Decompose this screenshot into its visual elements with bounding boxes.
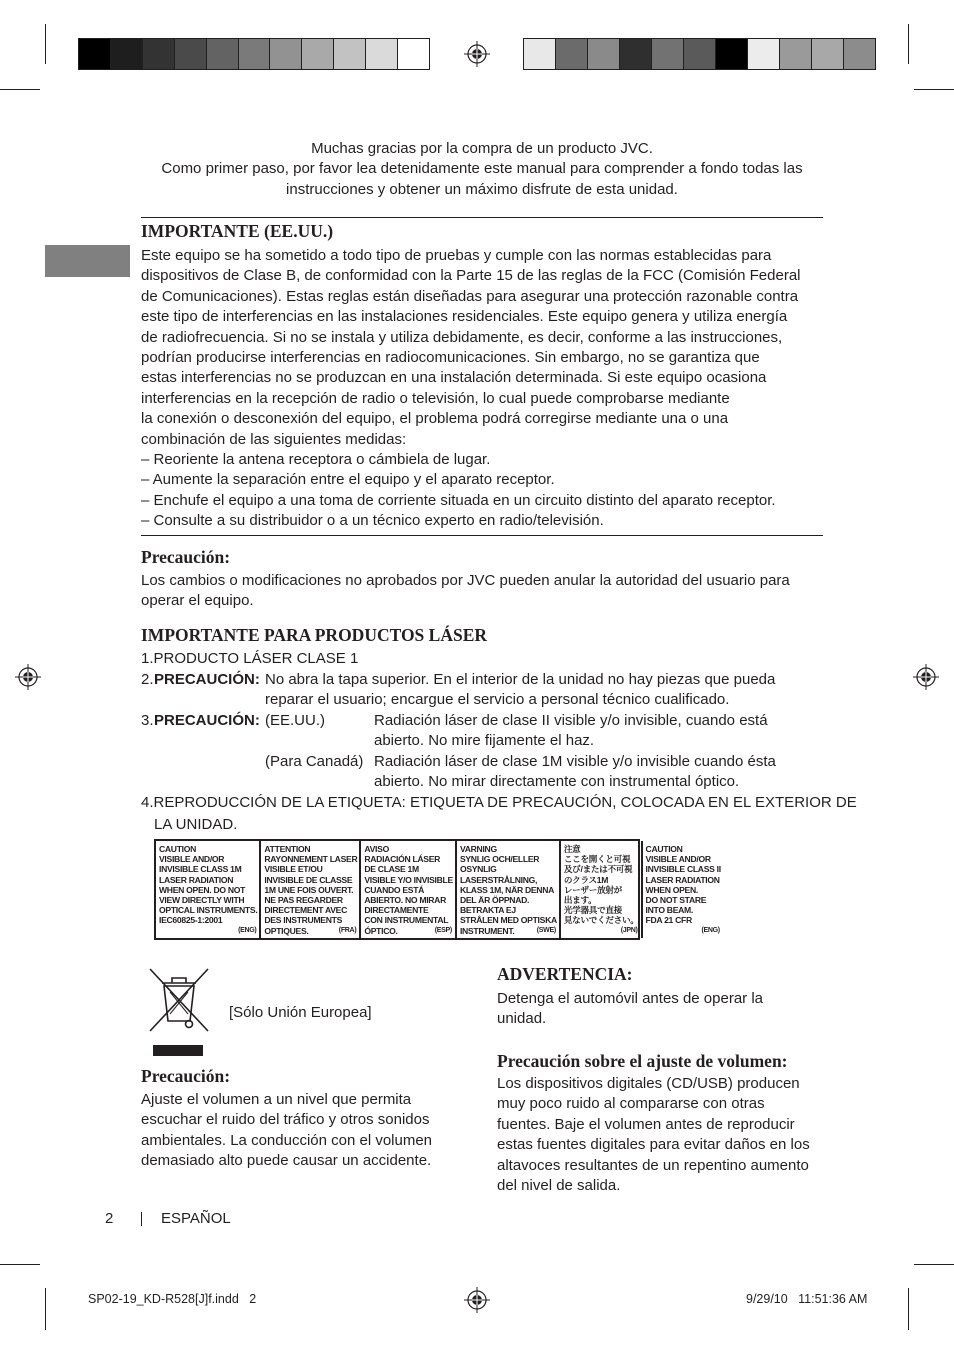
laser-caution-label [154,839,721,940]
label-panel-line: のクラス1M [563,874,609,885]
label-panel-line: WHEN OPEN. DO NOT [159,884,246,895]
label-panel-line: LASER RADIATION [645,874,720,885]
section-title-importante-us: IMPORTANTE (EE.UU.) [141,221,334,241]
label-panel-line: 光学器具で直接 [563,905,622,916]
crop-line [914,89,954,90]
body-line: podrían producirse interferencias en radiocomunicaciones. Sin embargo, no se garantiza que [141,349,760,367]
label-panel-line: INVISIBLE DE CLASSE [264,874,353,885]
label-panel-line: INVISIBLE CLASS 1M [159,864,242,875]
label-panel-line: FDA 21 CFR [645,915,692,926]
laser-item-3-number: 3. [141,712,154,729]
label-panel-line: VISIBLE Y/O INVISIBLE [364,874,453,885]
body-line: reparar el usuario; encargue el servicio a personal técnico cualificado. [265,691,730,709]
label-panel-line: BETRAKTA EJ [459,905,516,916]
label-panel-heading: VARNING [459,844,497,854]
crossed-out-wheelie-bin-icon [148,967,210,1033]
label-panel-language: (FRA) [338,926,357,934]
body-line: dispositivos de Clase B, de conformidad con la Parte 15 de las reglas de la FCC (Comisión Federal [141,267,801,285]
label-panel-line: ABIERTO. NO MIRAR [364,895,446,906]
label-panel-language: (ENG) [238,926,257,934]
section-rule [141,217,823,218]
label-panel-line: STRÅLEN MED OPTISKA [459,915,557,926]
advertencia-body [497,989,763,1030]
label-panel-line: VISIBLE AND/OR [645,854,711,865]
body-line: Radiación láser de clase II visible y/o invisible, cuando está [374,712,768,729]
crop-line [0,1264,40,1265]
label-panel-heading: CAUTION [645,844,683,854]
label-panel-line: INSTRUMENT. [459,925,515,936]
body-line: muy poco ruido al compararse con otras [497,1095,765,1113]
weee-caption: [Sólo Unión Europea] [229,1004,372,1021]
body-line: Ajuste el volumen a un nivel que permita [141,1091,412,1108]
label-panel [361,841,457,938]
body-line: del nivel de salida. [497,1177,621,1195]
label-panel-line: 1M UNE FOIS OUVERT. [264,884,354,895]
laser-item-2-label: PRECAUCIÓN: [154,671,260,688]
laser-item-3-label: PRECAUCIÓN: [154,712,260,729]
label-panel-line: KLASS 1M, NÄR DENNA [459,884,555,895]
crop-line [45,1288,46,1330]
section-rule [141,535,823,536]
body-line: Radiación láser de clase 1M visible y/o invisible cuando ésta [374,753,776,770]
laser-item-4 [141,793,857,836]
label-panel-line: VISIBLE ET/OU [264,864,323,875]
crop-line [0,89,40,90]
laser-item-2-number: 2. [141,671,154,688]
body-line: Los cambios o modificaciones no aprobados por JVC pueden anular la autoridad del usuario para [141,572,790,589]
body-line: Este equipo se ha sometido a todo tipo de pruebas y cumple con las normas establecidas para [141,247,772,264]
precaucion-body [141,571,841,612]
body-line: de radiofrecuencia. Si no se instala y utiliza debidamente, es decir, conforme a las instrucciones, [141,328,783,346]
registration-mark-icon [464,41,490,67]
weee-bar [153,1045,203,1056]
label-panel-line: レーザー放射が [563,884,622,895]
list-item: – Aumente la separación entre el equipo y el aparato receptor. [141,471,555,489]
body-line: abierto. No mire fijamente el haz. [374,732,595,750]
body-line: la conexión o desconexión del equipo, el problema podrá corregirse mediante una o una [141,410,729,428]
body-line: demasiado alto puede causar un accidente. [141,1152,432,1170]
slug-filename: SP02-19_KD-R528[J]f.indd 2 [88,1292,257,1306]
registration-mark-icon [913,664,939,690]
volumen-body [497,1074,810,1196]
label-panel-line: DE CLASE 1M [364,864,419,875]
label-panel [561,841,643,938]
grayscale-bar-left [78,38,430,70]
body-line: altavoces resultantes de un repentino aumento [497,1156,809,1174]
list-item: – Enchufe el equipo a una toma de corriente situada en un circuito distinto del aparato receptor. [141,491,776,509]
laser-canada-text [374,752,776,793]
registration-mark-icon [464,1287,490,1313]
label-panel-line: OPTICAL INSTRUMENTS. [159,905,258,916]
footer-language: ESPAÑOL [161,1210,231,1227]
label-panel-line: INVISIBLE CLASS II [645,864,721,875]
label-panel-language: (SWE) [536,926,556,934]
label-panel-line: OSYNLIG [459,864,497,875]
label-panel-line: IEC60825-1:2001 [159,915,223,926]
label-panel-language: (JPN) [620,926,638,934]
label-panel-line: ÓPTICO. [364,925,398,936]
body-line: interferencias en la recepción de radio o televisión, lo cual puede comprobarse mediante [141,389,730,407]
body-line: de Comunicaciones). Estas reglas están diseñadas para asegurar una protección razonable contra [141,287,799,305]
body-line: escuchar el ruido del tráfico y otros sonidos [141,1111,430,1129]
label-panel [457,841,561,938]
precaucion-volumen-body [141,1090,432,1172]
laser-us-text [374,711,768,752]
body-line: estas fuentes digitales para evitar daños en los [497,1136,810,1154]
crop-line [908,24,909,64]
intro-line: instrucciones y obtener un máximo disfrute de esta unidad. [286,180,678,198]
label-panel-heading: AVISO [364,844,389,854]
body-line: 4.REPRODUCCIÓN DE LA ETIQUETA: ETIQUETA DE PRECAUCIÓN, COLOCADA EN EL EXTERIOR DE [141,794,857,811]
label-panel-line: WHEN OPEN. [645,884,698,895]
label-panel-line: 出ます。 [563,895,597,906]
label-panel-line: LASERSTRÅLNING, [459,874,538,885]
laser-item-2-text [265,670,775,711]
laser-item-1: 1.PRODUCTO LÁSER CLASE 1 [141,650,359,667]
intro [141,139,823,200]
label-panel-line: DEL ÄR ÖPPNAD. [459,895,530,906]
label-panel-heading: ATTENTION [264,844,311,854]
list-item: – Consulte a su distribuidor o a un técnico experto en radio/televisión. [141,512,604,530]
crop-line [45,24,46,64]
label-panel-line: DO NOT STARE [645,895,707,906]
body-line: fuentes. Baje el volumen antes de reproducir [497,1115,795,1133]
intro-line: Muchas gracias por la compra de un producto JVC. [311,140,653,157]
registration-mark-icon [15,664,41,690]
grayscale-bar-right [523,38,876,70]
label-panel-line: SYNLIG OCH/ELLER [459,854,540,865]
label-panel [261,841,361,938]
body-line: este tipo de interferencias en las instalaciones residenciales. Este equipo genera y utiliza energía [141,308,788,326]
label-panel [643,841,723,938]
label-panel-line: LASER RADIATION [159,874,234,885]
label-panel-line: CUANDO ESTÁ [364,884,425,895]
label-panel-line: VISIBLE AND/OR [159,854,225,865]
section-title-advertencia: ADVERTENCIA: [497,964,633,984]
body-line: No abra la tapa superior. En el interior de la unidad no hay piezas que pueda [265,671,776,688]
language-tab [45,245,130,277]
label-panel-line: RADIACIÓN LÁSER [364,854,441,865]
importante-us-body [141,246,841,532]
crop-line [914,1264,954,1265]
label-panel-line: DIRECTEMENT AVEC [264,905,347,916]
label-panel-line: CON INSTRUMENTAL [364,915,449,926]
body-line: LA UNIDAD. [154,816,238,834]
label-panel-language: (ESP) [434,926,452,934]
label-panel-heading: 注意 [563,844,581,854]
label-panel-line: NE PAS REGARDER [264,895,343,906]
label-panel-line: INTO BEAM. [645,905,693,916]
label-panel-language: (ENG) [701,926,720,934]
label-panel-line: DIRECTAMENTE [364,905,429,916]
section-title-laser: IMPORTANTE PARA PRODUCTOS LÁSER [141,625,488,645]
body-line: unidad. [497,1010,547,1028]
body-line: abierto. No mirar directamente con instrumental óptico. [374,773,740,791]
laser-region-canada: (Para Canadá) [265,753,364,770]
section-title-precaucion-volumen: Precaución: [141,1066,231,1086]
page-number: 2 [105,1210,114,1227]
label-panel-heading: CAUTION [159,844,197,854]
label-panel-line: ここを開くと可視 [563,854,631,865]
body-line: combinación de las siguientes medidas: [141,430,407,448]
list-item: – Reoriente la antena receptora o cámbiela de lugar. [141,451,491,469]
crop-line [908,1288,909,1330]
intro-line: Como primer paso, por favor lea detenidamente este manual para comprender a fondo todas las [161,160,803,178]
footer-divider [141,1212,142,1226]
laser-region-us: (EE.UU.) [265,712,325,729]
section-title-precaucion: Precaución: [141,547,231,567]
label-panel-line: 及び/または不可視 [563,864,633,875]
body-line: operar el equipo. [141,592,254,610]
label-panel-line: DES INSTRUMENTS [264,915,343,926]
body-line: Los dispositivos digitales (CD/USB) producen [497,1075,800,1092]
body-line: ambientales. La conducción con el volumen [141,1131,433,1149]
label-panel [156,841,261,938]
label-panel-line: 見ないでください。 [563,915,639,926]
label-panel-line: RAYONNEMENT LASER [264,854,358,865]
body-line: estas interferencias no se produzcan en una instalación determinada. Si este equipo ocasiona [141,369,767,387]
label-panel-line: VIEW DIRECTLY WITH [159,895,245,906]
section-title-volumen: Precaución sobre el ajuste de volumen: [497,1051,788,1071]
body-line: Detenga el automóvil antes de operar la [497,990,764,1007]
label-panel-line: OPTIQUES. [264,925,309,936]
slug-timestamp: 9/29/10 11:51:36 AM [746,1292,868,1306]
